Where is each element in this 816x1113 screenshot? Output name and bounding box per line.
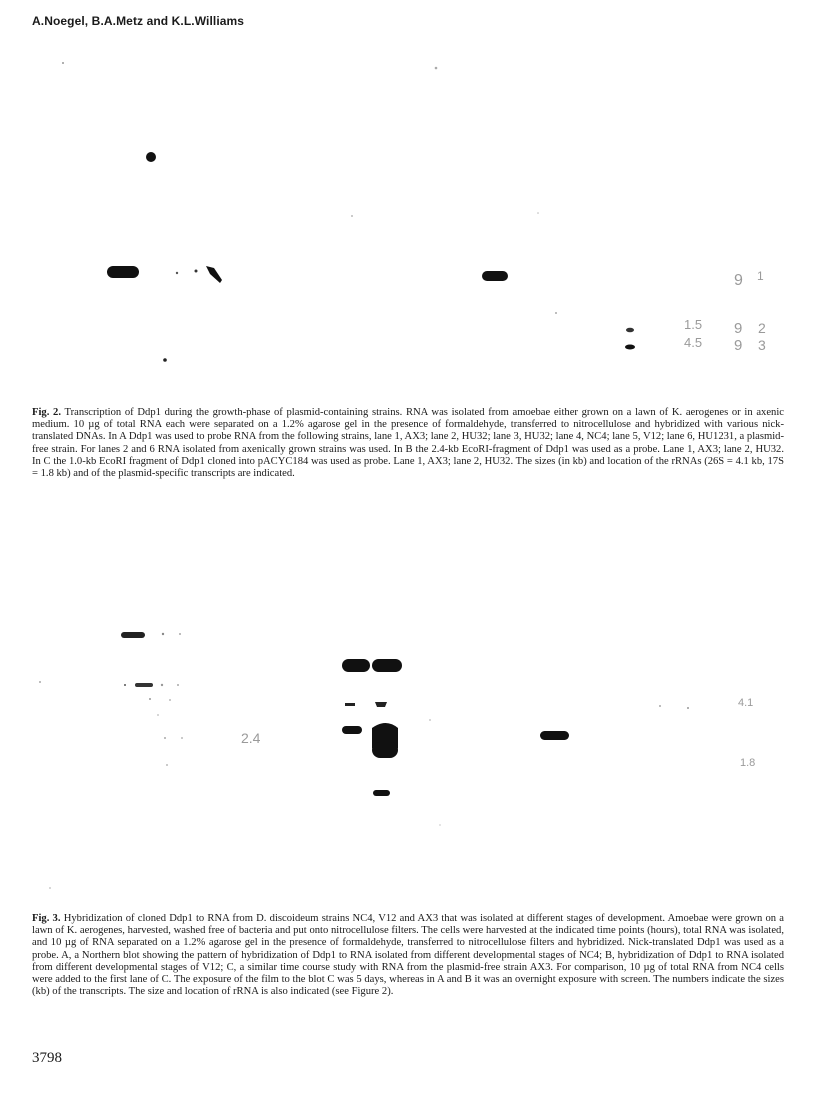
figure-2-label: Fig. 2. <box>32 407 61 418</box>
figure-2-size-label-mid: 1.5 <box>684 317 703 332</box>
figure-2-band-label-mid-b: 2 <box>758 320 766 336</box>
page-number: 3798 <box>32 1050 62 1066</box>
figure-3-size-label-18: 1.8 <box>740 757 756 769</box>
figure-3-caption-text: Hybridization of cloned Ddp1 to RNA from D. discoideum strains NC4, V12 and AX3 that was isolated at different stages of development. Amoebae were grown on a lawn of K. aerogenes, harvested, washed free of bacteria and put onto nitrocellulose filters. The cells were harvested at the indicated time points (hours), total RNA was isolated, and 10 µg of RNA separated on a 1.2% agarose gel in the presence of formaldehyde, transferred to nitrocellulose filters and hybridized. Nick-translated Ddp1 was used as a probe. A, a Northern blot showing the pattern of hybridization of Ddp1 to RNA isolated from different developmental stages of NC4; B, hybridization of Ddp1 to RNA isolated from different developmental stages of V12; C, a similar time course study with RNA from the plasmid-free strain AX3. For comparison, 10 µg of total RNA from NC4 cells were added to the first lane of C. The exposure of the film to the blot C was 5 days, whereas in A and B it was an overnight exposure with screen. The numbers indicate the sizes (kb) of the transcripts. The size and location of rRNA is also indicated (see Figure 2). <box>32 913 784 998</box>
figure-3-size-label-41: 4.1 <box>738 697 754 709</box>
figure-2-band-label-low-a: 9 <box>734 337 743 354</box>
figure-3-size-label-24: 2.4 <box>241 730 261 746</box>
figure-2-band-label-low-b: 3 <box>758 337 766 353</box>
running-header-authors: A.Noegel, B.A.Metz and K.L.Williams <box>32 14 245 28</box>
figure-2-size-label-low: 4.5 <box>684 335 703 350</box>
figure-3-blot-image <box>0 620 816 900</box>
figure-2-band-label-top-b: 1 <box>757 269 764 283</box>
figure-2-band-label-top-a: 9 <box>734 272 743 289</box>
figure-3-caption <box>32 913 784 998</box>
figure-3-label: Fig. 3. <box>32 913 61 924</box>
figure-2-band-label-mid-a: 9 <box>734 320 743 337</box>
figure-2-blot-image <box>0 40 816 420</box>
figure-2-caption <box>32 407 784 480</box>
figure-2-caption-text: Transcription of Ddp1 during the growth-phase of plasmid-containing strains. RNA was isolated from amoebae either grown on a lawn of K. aerogenes or in axenic medium. 10 µg of total RNA each were separated on a 1.2% agarose gel in the presence of formaldehyde, transferred to nitrocellulose and hybridized with various nick-translated DNAs. In A Ddp1 was used to probe RNA from the following strains, lane 1, AX3; lane 2, HU32; lane 3, HU32; lane 4, NC4; lane 5, V12; lane 6, HU1231, a plasmid-free strain. For lanes 2 and 6 RNA isolated from axenically grown strains was used. In B the 2.4-kb EcoRI-fragment of Ddp1 was used as a probe. Lane 1, AX3; lane 2, HU32. In C the 1.0-kb EcoRI fragment of Ddp1 cloned into pACYC184 was used as probe. Lane 1, AX3; lane 2, HU32. The sizes (in kb) and location of the rRNAs (26S = 4.1 kb, 17S = 1.8 kb) and of the plasmid-specific transcripts are indicated. <box>32 407 784 480</box>
